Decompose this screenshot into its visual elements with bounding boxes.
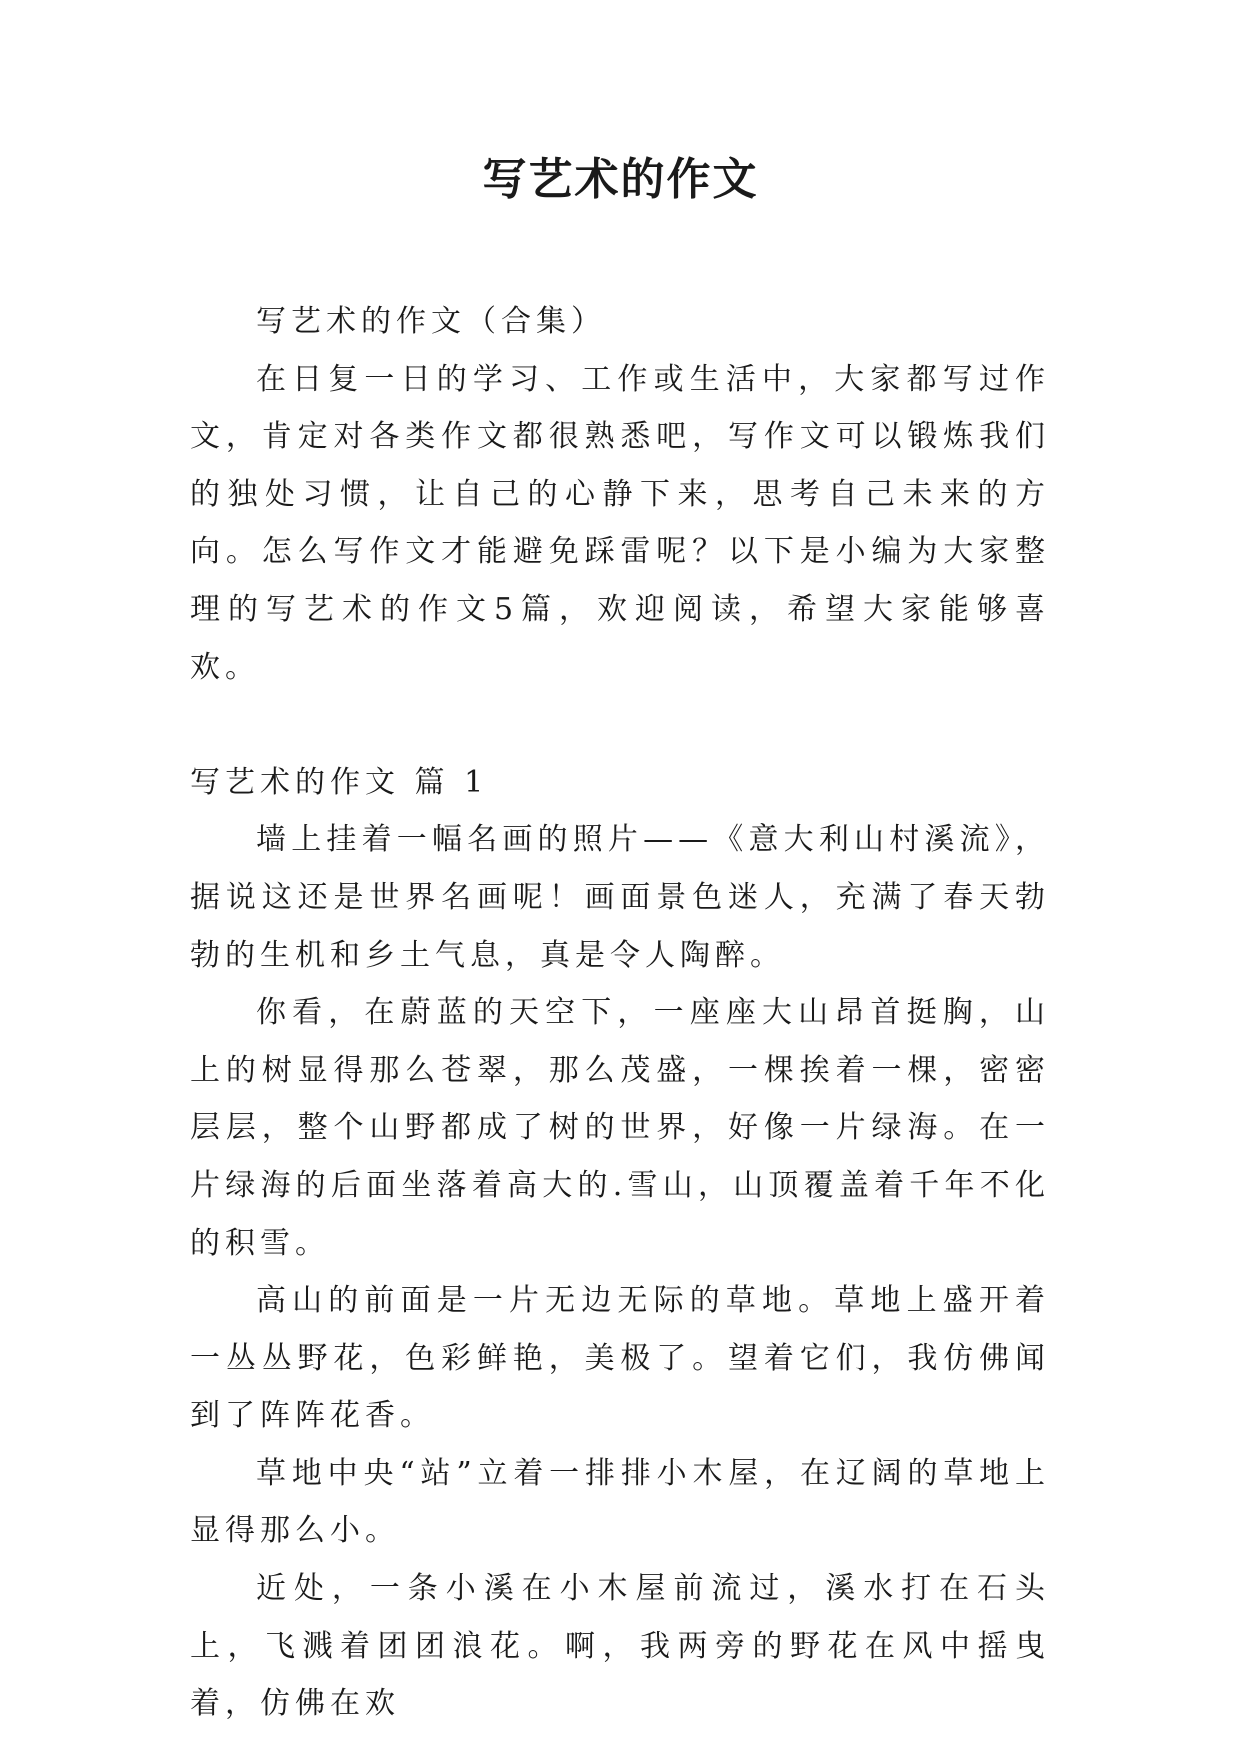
section-paragraph-1: 墙上挂着一幅名画的照片——《意大利山村溪流》，据说这还是世界名画呢！画面景色迷人，充满了春天勃勃的生机和乡土气息，真是令人陶醉。 [190,822,1050,973]
document-title: 写艺术的作文 [482,154,759,205]
section-paragraph-4: 草地中央“站”立着一排排小木屋，在辽阔的草地上显得那么小。 [190,1455,1050,1549]
document-body [190,293,1050,1733]
section-paragraph-5: 近处，一条小溪在小木屋前流过，溪水打在石头上，飞溅着团团浪花。啊，我两旁的野花在风中摇曳着，仿佛在欢 [190,1571,1050,1722]
section-paragraph-3: 高山的前面是一片无边无际的草地。草地上盛开着一丛丛野花，色彩鲜艳，美极了。望着它们，我仿佛闻到了阵阵花香。 [190,1283,1050,1434]
intro-subtitle: 写艺术的作文（合集） [256,304,606,339]
section-heading: 写艺术的作文 篇 1 [190,764,489,800]
section-spacer [190,696,1050,754]
section-paragraph-2: 你看，在蔚蓝的天空下，一座座大山昂首挺胸，山上的树显得那么苍翠，那么茂盛，一棵挨着一棵，密密层层，整个山野都成了树的世界，好像一片绿海。在一片绿海的后面坐落着高大的.雪山，山顶覆盖着千年不化的积雪。 [190,995,1050,1261]
intro-paragraph: 在日复一日的学习、工作或生活中，大家都写过作文，肯定对各类作文都很熟悉吧，写作文可以锻炼我们的独处习惯，让自己的心静下来，思考自己未来的方向。怎么写作文才能避免踩雷呢？以下是小编为大家整理的写艺术的作文5篇，欢迎阅读，希望大家能够喜欢。 [190,361,1050,685]
